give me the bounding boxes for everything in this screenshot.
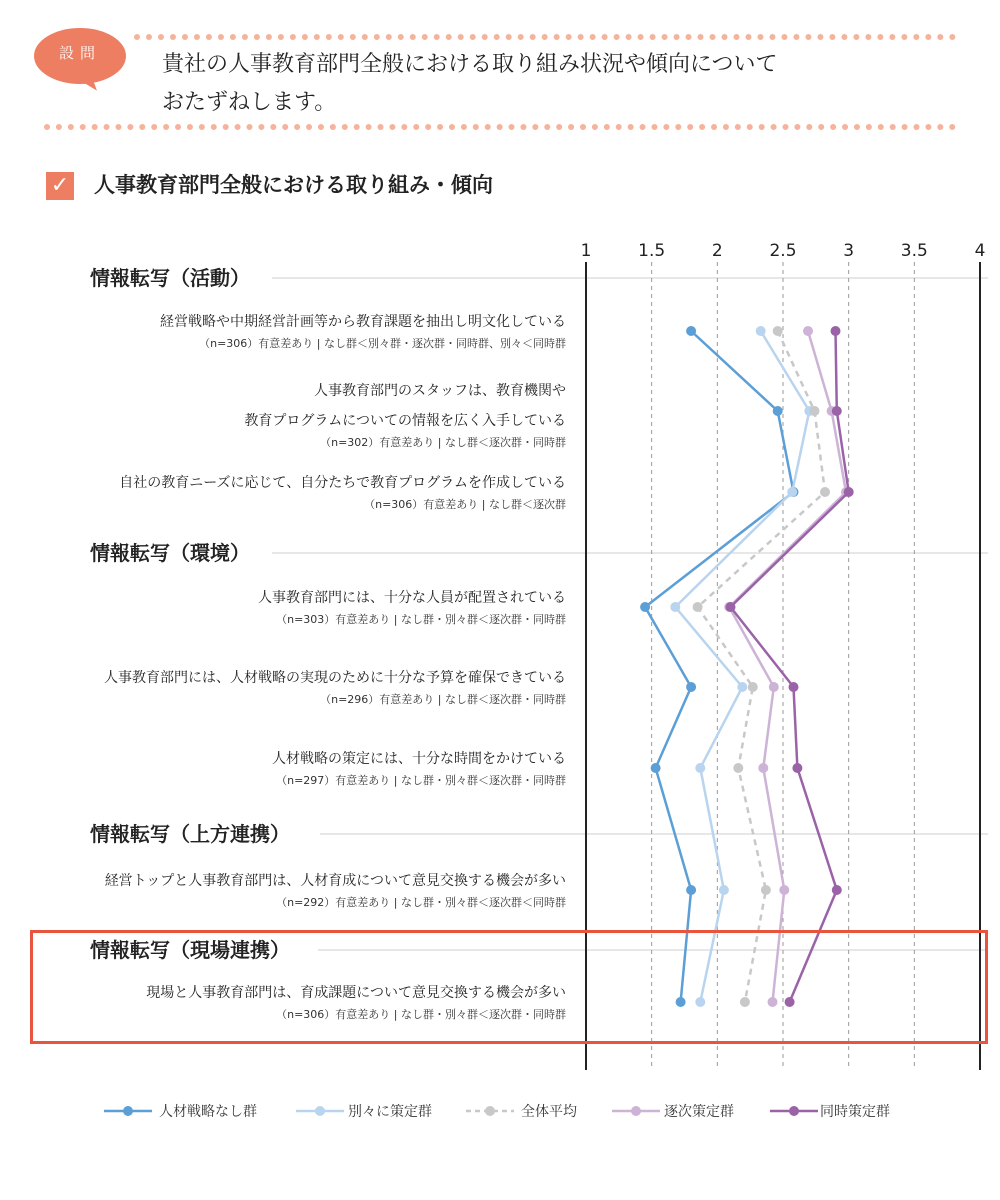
x-tick-label: 1.5 xyxy=(638,241,666,261)
data-point xyxy=(670,602,680,612)
legend-label: 同時策定群 xyxy=(820,1104,890,1120)
legend-swatch xyxy=(104,1096,154,1126)
data-point xyxy=(779,885,789,895)
item-label: 人事教育部門のスタッフは、教育機関や xyxy=(314,383,566,399)
data-point xyxy=(693,602,703,612)
x-tick-label: 1 xyxy=(580,241,592,261)
data-point xyxy=(686,885,696,895)
item-note: （n=296）有意差あり | なし群＜逐次群・同時群 xyxy=(320,693,566,706)
item-note: （n=306）有意差あり | なし群＜逐次群 xyxy=(364,498,566,511)
section-title: 人事教育部門全般における取り組み・傾向 xyxy=(94,173,493,197)
data-point xyxy=(792,763,802,773)
legend-label: 全体平均 xyxy=(521,1104,577,1120)
data-point xyxy=(831,326,841,336)
series-line xyxy=(675,331,809,1002)
series-line xyxy=(731,331,849,1002)
item-note: （n=306）有意差あり | なし群・別々群＜逐次群・同時群 xyxy=(276,1008,566,1021)
legend-label: 人材戦略なし群 xyxy=(159,1104,257,1120)
data-point xyxy=(640,602,650,612)
question-line-1: 貴社の人事教育部門全般における取り組み状況や傾向について xyxy=(162,52,778,77)
data-point xyxy=(820,487,830,497)
x-tick-label: 3 xyxy=(843,241,855,261)
item-label: 人材戦略の策定には、十分な時間をかけている xyxy=(272,751,566,767)
series-line xyxy=(645,331,793,1002)
data-point xyxy=(773,326,783,336)
highlight-frame xyxy=(30,930,988,1044)
legend-label: 逐次策定群 xyxy=(664,1104,734,1120)
data-point xyxy=(787,487,797,497)
legend-label: 別々に策定群 xyxy=(348,1104,432,1120)
data-point xyxy=(844,487,854,497)
legend-item xyxy=(296,1096,476,1126)
legend-swatch xyxy=(612,1096,662,1126)
data-point xyxy=(758,763,768,773)
data-point xyxy=(719,885,729,895)
legend-item xyxy=(612,1096,792,1126)
data-point xyxy=(651,763,661,773)
legend-swatch xyxy=(770,1096,820,1126)
data-point xyxy=(737,682,747,692)
data-point xyxy=(726,602,736,612)
data-point xyxy=(686,326,696,336)
data-point xyxy=(832,885,842,895)
item-label: 自社の教育ニーズに応じて、自分たちで教育プログラムを作成している xyxy=(119,475,566,491)
legend-swatch xyxy=(296,1096,346,1126)
legend xyxy=(0,1096,1000,1126)
item-label: 経営トップと人事教育部門は、人材育成について意見交換する機会が多い xyxy=(104,873,566,889)
group-header: 情報転写（活動） xyxy=(90,266,250,290)
data-point xyxy=(769,682,779,692)
item-label-line2: 教育プログラムについての情報を広く入手している xyxy=(244,413,566,429)
data-point xyxy=(733,763,743,773)
item-label: 経営戦略や中期経営計画等から教育課題を抽出し明文化している xyxy=(160,314,566,330)
item-note: （n=297）有意差あり | なし群・別々群＜逐次群・同時群 xyxy=(276,774,566,787)
data-point xyxy=(695,763,705,773)
group-header: 情報転写（環境） xyxy=(90,541,250,565)
x-tick-label: 3.5 xyxy=(900,241,928,261)
data-point xyxy=(810,406,820,416)
data-point xyxy=(756,326,766,336)
question-badge-label: 設問 xyxy=(58,44,101,62)
data-point xyxy=(832,406,842,416)
item-label: 人事教育部門には、人材戦略の実現のために十分な予算を確保できている xyxy=(104,670,566,686)
item-note: （n=306）有意差あり | なし群＜別々群・逐次群・同時群、別々＜同時群 xyxy=(199,337,566,350)
group-header: 情報転写（現場連携） xyxy=(90,938,290,962)
series-line xyxy=(729,331,846,1002)
data-point xyxy=(773,406,783,416)
item-note: （n=302）有意差あり | なし群＜逐次群・同時群 xyxy=(320,436,566,449)
group-header: 情報転写（上方連携） xyxy=(90,822,290,846)
item-note: （n=292）有意差あり | なし群・別々群＜逐次群＜同時群 xyxy=(276,896,566,909)
legend-swatch xyxy=(466,1096,516,1126)
legend-item xyxy=(104,1096,284,1126)
x-tick-label: 2.5 xyxy=(769,241,797,261)
data-point xyxy=(789,682,799,692)
data-point xyxy=(803,326,813,336)
legend-item xyxy=(770,1096,950,1126)
question-line-2: おたずねします。 xyxy=(162,90,337,115)
check-icon: ✓ xyxy=(46,172,74,200)
x-tick-label: 4 xyxy=(974,241,986,261)
data-point xyxy=(748,682,758,692)
x-tick-label: 2 xyxy=(711,241,723,261)
item-label: 人事教育部門には、十分な人員が配置されている xyxy=(258,590,566,606)
data-point xyxy=(686,682,696,692)
item-label: 現場と人事教育部門は、育成課題について意見交換する機会が多い xyxy=(146,985,566,1001)
item-note: （n=303）有意差あり | なし群・別々群＜逐次群・同時群 xyxy=(276,613,566,626)
data-point xyxy=(761,885,771,895)
